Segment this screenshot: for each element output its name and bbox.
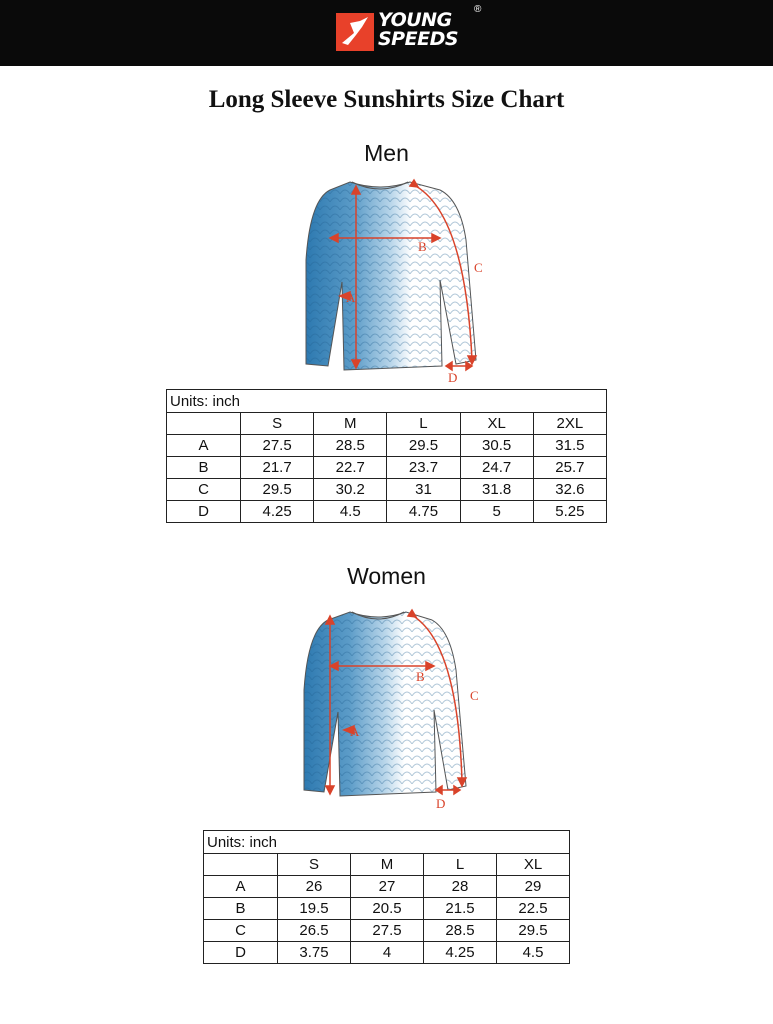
- row-label: C: [167, 479, 241, 501]
- size-header: XL: [497, 854, 570, 876]
- table-cell: 26.5: [278, 920, 351, 942]
- table-cell: 4.25: [241, 501, 314, 523]
- table-cell: 24.7: [460, 457, 533, 479]
- table-cell: 4.75: [387, 501, 460, 523]
- shirt-illustration: [306, 182, 476, 370]
- size-header: S: [278, 854, 351, 876]
- table-cell: 26: [278, 876, 351, 898]
- table-cell: 30.2: [314, 479, 387, 501]
- table-row: [204, 898, 570, 920]
- size-header: S: [241, 413, 314, 435]
- page-title: Long Sleeve Sunshirts Size Chart: [208, 86, 565, 113]
- size-header: M: [351, 854, 424, 876]
- table-cell: 5.25: [533, 501, 606, 523]
- label-b: B: [416, 669, 425, 684]
- table-cell: 29.5: [241, 479, 314, 501]
- table-cell: 23.7: [387, 457, 460, 479]
- size-header: L: [424, 854, 497, 876]
- label-d: D: [436, 796, 446, 811]
- table-cell: 27.5: [241, 435, 314, 457]
- table-cell: 28.5: [424, 920, 497, 942]
- table-row: [167, 501, 607, 523]
- table-cell: 25.7: [533, 457, 606, 479]
- table-row: [204, 920, 570, 942]
- table-row: [204, 942, 570, 964]
- table-cell: 32.6: [533, 479, 606, 501]
- table-cell: 20.5: [351, 898, 424, 920]
- units-label: Units: inch: [167, 390, 607, 413]
- brand-wordmark: YOUNG SPEEDS: [378, 9, 459, 50]
- brand-logo[interactable]: [336, 6, 486, 58]
- row-label: C: [204, 920, 278, 942]
- women-shirt-diagram: [282, 600, 512, 820]
- table-cell: 31: [387, 479, 460, 501]
- size-header: XL: [460, 413, 533, 435]
- table-cell: 22.5: [497, 898, 570, 920]
- table-cell: 21.7: [241, 457, 314, 479]
- women-heading: Women: [347, 563, 426, 589]
- row-label: A: [167, 435, 241, 457]
- women-size-table: [203, 830, 570, 964]
- table-row: [167, 479, 607, 501]
- table-cell: 28.5: [314, 435, 387, 457]
- table-cell: 28: [424, 876, 497, 898]
- table-cell: 27: [351, 876, 424, 898]
- table-cell: 31.8: [460, 479, 533, 501]
- table-header-row: [204, 854, 570, 876]
- men-heading: Men: [364, 140, 409, 166]
- table-cell: 29: [497, 876, 570, 898]
- label-a: A: [350, 724, 360, 739]
- table-cell: 22.7: [314, 457, 387, 479]
- size-header: L: [387, 413, 460, 435]
- label-b: B: [418, 239, 427, 254]
- table-cell: 4.5: [497, 942, 570, 964]
- label-d: D: [448, 370, 458, 385]
- table-cell: 30.5: [460, 435, 533, 457]
- table-cell: 29.5: [497, 920, 570, 942]
- row-label: A: [204, 876, 278, 898]
- table-cell: 19.5: [278, 898, 351, 920]
- brand-mark-icon: [336, 13, 374, 51]
- table-cell: 21.5: [424, 898, 497, 920]
- table-cell: 29.5: [387, 435, 460, 457]
- table-row: [167, 457, 607, 479]
- units-label: Units: inch: [204, 831, 570, 854]
- header-bar: [0, 0, 773, 66]
- row-label: D: [167, 501, 241, 523]
- label-c: C: [474, 260, 483, 275]
- table-cell: 4: [351, 942, 424, 964]
- row-label: D: [204, 942, 278, 964]
- label-a: A: [346, 290, 356, 305]
- table-cell: 5: [460, 501, 533, 523]
- men-size-table: [166, 389, 607, 523]
- table-cell: 4.5: [314, 501, 387, 523]
- table-row: [204, 876, 570, 898]
- table-row: [167, 435, 607, 457]
- men-shirt-diagram: [280, 170, 510, 390]
- row-label: B: [167, 457, 241, 479]
- size-header: M: [314, 413, 387, 435]
- size-header: 2XL: [533, 413, 606, 435]
- table-cell: 4.25: [424, 942, 497, 964]
- table-cell: 3.75: [278, 942, 351, 964]
- table-header-row: [167, 413, 607, 435]
- table-cell: 31.5: [533, 435, 606, 457]
- registered-mark: ®: [474, 4, 482, 15]
- row-label: B: [204, 898, 278, 920]
- label-c: C: [470, 688, 479, 703]
- shirt-illustration: [304, 612, 466, 796]
- table-cell: 27.5: [351, 920, 424, 942]
